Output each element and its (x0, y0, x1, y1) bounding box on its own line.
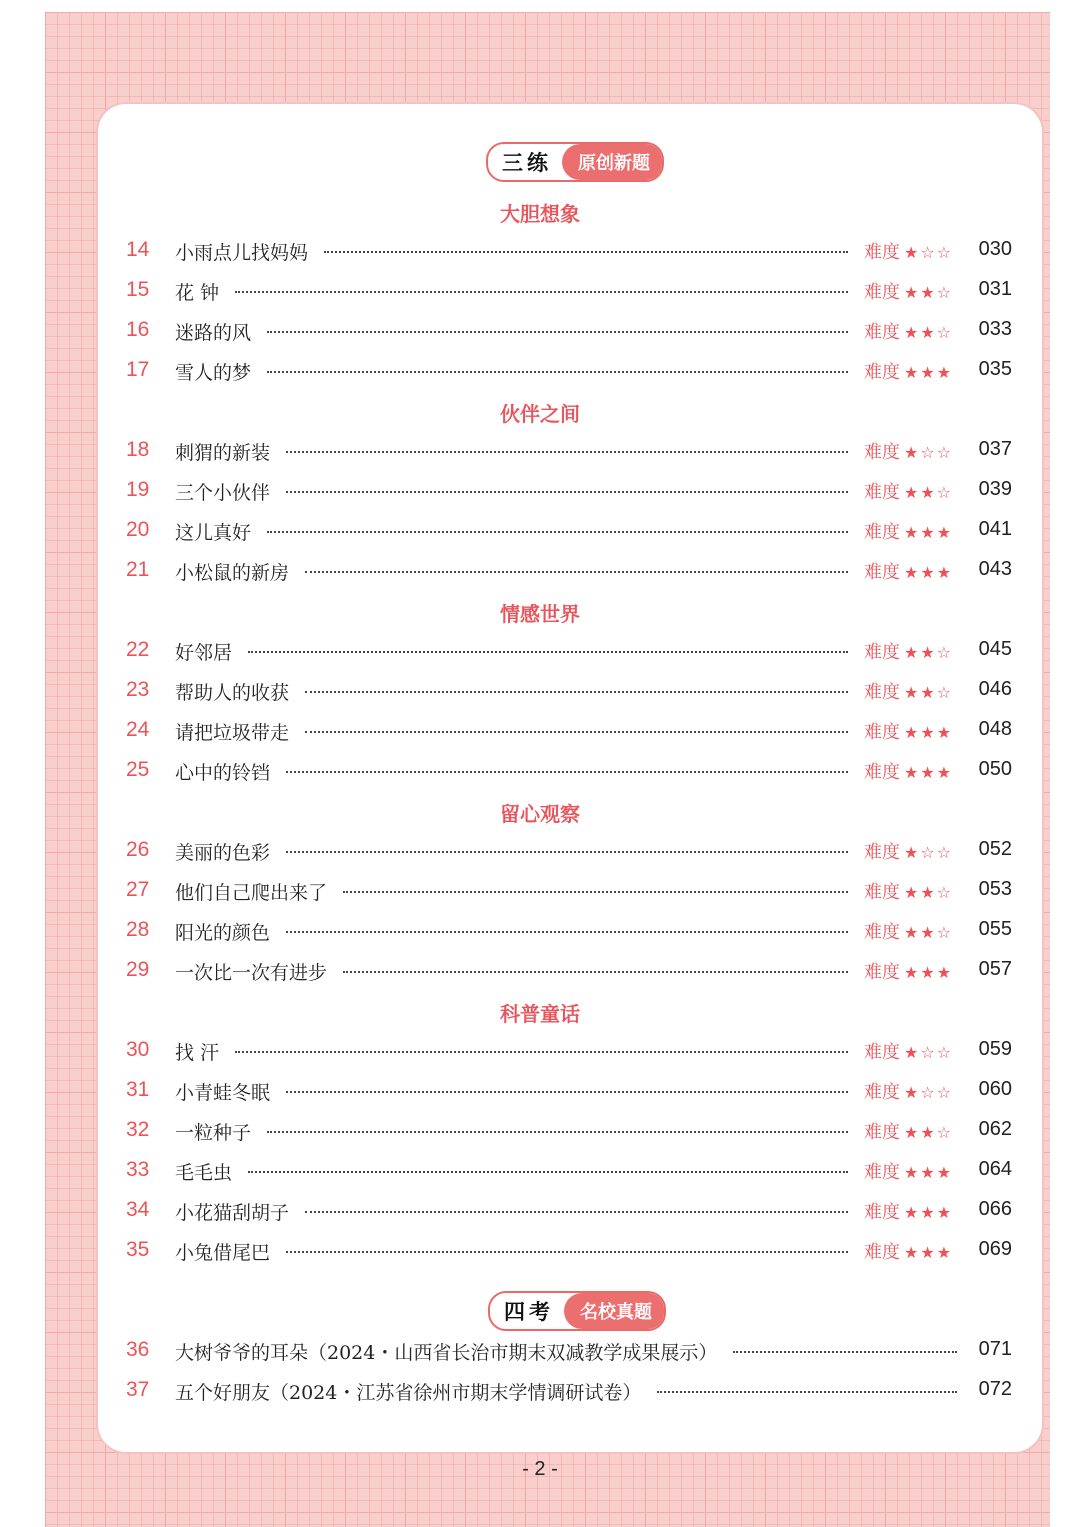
entry-title: 小松鼠的新房 (175, 558, 301, 585)
entry-number: 25 (126, 758, 150, 781)
difficulty-label: 难度 (864, 522, 900, 543)
difficulty-rating (864, 678, 953, 704)
entry-number: 19 (126, 478, 150, 501)
star-rating-icon: ★☆☆ (904, 243, 954, 262)
entry-number: 27 (126, 878, 150, 901)
exam-badge-tag: 名校真题 (564, 1293, 664, 1329)
difficulty-rating (864, 358, 953, 384)
difficulty-label: 难度 (864, 1202, 900, 1223)
entry-page: 064 (978, 1158, 1012, 1180)
star-rating-icon: ★★☆ (904, 883, 954, 902)
star-rating-icon: ★★★ (904, 1203, 954, 1222)
difficulty-rating (864, 878, 953, 904)
star-rating-icon: ★★★ (904, 363, 954, 382)
difficulty-label: 难度 (864, 242, 900, 263)
dot-leader (267, 531, 848, 533)
star-rating-icon: ★★★ (904, 1243, 954, 1262)
difficulty-rating (864, 718, 953, 744)
toc-entry[interactable] (0, 638, 1080, 668)
exam-badge-number: 四考 (504, 1300, 554, 1324)
star-rating-icon: ★★☆ (904, 323, 954, 342)
entry-title: 三个小伙伴 (175, 478, 282, 505)
entry-page: 039 (978, 478, 1012, 500)
difficulty-label: 难度 (864, 842, 900, 863)
entry-title: 一粒种子 (175, 1118, 263, 1145)
entry-number: 26 (126, 838, 150, 861)
difficulty-label: 难度 (864, 762, 900, 783)
toc-entry[interactable] (0, 238, 1080, 268)
difficulty-rating (864, 918, 953, 944)
dot-leader (733, 1351, 957, 1353)
star-rating-icon: ★★☆ (904, 643, 954, 662)
entry-number: 35 (126, 1238, 150, 1261)
dot-leader (286, 491, 848, 493)
entry-page: 031 (978, 278, 1012, 300)
dot-leader (305, 571, 848, 573)
practice-badge (486, 142, 664, 182)
entry-page: 059 (978, 1038, 1012, 1060)
dot-leader (305, 691, 848, 693)
toc-entry[interactable] (0, 438, 1080, 468)
difficulty-rating (864, 318, 953, 344)
toc-entry[interactable] (0, 358, 1080, 388)
entry-page: 045 (978, 638, 1012, 660)
difficulty-rating (864, 638, 953, 664)
entry-number: 23 (126, 678, 150, 701)
star-rating-icon: ★★★ (904, 563, 954, 582)
difficulty-rating (864, 518, 953, 544)
practice-badge-number: 三练 (502, 151, 552, 175)
entry-title: 小青蛙冬眠 (175, 1078, 282, 1105)
entry-page: 053 (978, 878, 1012, 900)
entry-number: 14 (126, 238, 150, 261)
difficulty-label: 难度 (864, 362, 900, 383)
difficulty-rating (864, 1198, 953, 1224)
difficulty-rating (864, 438, 953, 464)
entry-number: 21 (126, 558, 150, 581)
dot-leader (286, 771, 848, 773)
entry-title: 小雨点儿找妈妈 (175, 238, 320, 265)
entry-page: 035 (978, 358, 1012, 380)
toc-entry[interactable] (0, 878, 1080, 908)
difficulty-label: 难度 (864, 1242, 900, 1263)
entry-title: 帮助人的收获 (175, 678, 301, 705)
difficulty-rating (864, 1078, 953, 1104)
entry-page: 048 (978, 718, 1012, 740)
dot-leader (305, 731, 848, 733)
star-rating-icon: ★☆☆ (904, 1043, 954, 1062)
exam-entry[interactable] (0, 1378, 1080, 1408)
entry-page: 069 (978, 1238, 1012, 1260)
entry-page: 062 (978, 1118, 1012, 1140)
toc-entry[interactable] (0, 518, 1080, 548)
dot-leader (343, 971, 848, 973)
entry-number: 34 (126, 1198, 150, 1221)
entry-number: 17 (126, 358, 150, 381)
entry-number: 20 (126, 518, 150, 541)
dot-leader (235, 1051, 848, 1053)
entry-title: 请把垃圾带走 (175, 718, 301, 745)
section-title: 伙伴之间 (500, 402, 580, 426)
section-title: 科普童话 (500, 1002, 580, 1026)
entry-title: 这儿真好 (175, 518, 263, 545)
entry-title: 好邻居 (175, 638, 244, 665)
entry-page: 052 (978, 838, 1012, 860)
entry-page: 046 (978, 678, 1012, 700)
entry-title: 小花猫刮胡子 (175, 1198, 301, 1225)
entry-number: 22 (126, 638, 150, 661)
difficulty-label: 难度 (864, 882, 900, 903)
entry-page: 037 (978, 438, 1012, 460)
dot-leader (235, 291, 848, 293)
difficulty-label: 难度 (864, 1082, 900, 1103)
entry-page: 055 (978, 918, 1012, 940)
entry-number: 36 (126, 1338, 150, 1361)
star-rating-icon: ★★★ (904, 763, 954, 782)
star-rating-icon: ★★☆ (904, 283, 954, 302)
entry-title: 刺猬的新装 (175, 438, 282, 465)
dot-leader (286, 1091, 848, 1093)
page-number: - 2 - (522, 1458, 558, 1480)
dot-leader (305, 1211, 848, 1213)
difficulty-label: 难度 (864, 442, 900, 463)
entry-title: 五个好朋友（2024・江苏省徐州市期末学情调研试卷） (175, 1378, 653, 1405)
entry-number: 28 (126, 918, 150, 941)
difficulty-rating (864, 478, 953, 504)
entry-page: 057 (978, 958, 1012, 980)
exam-entry[interactable] (0, 1338, 1080, 1368)
entry-number: 30 (126, 1038, 150, 1061)
entry-title: 迷路的风 (175, 318, 263, 345)
entry-title: 小兔借尾巴 (175, 1238, 282, 1265)
entry-title: 阳光的颜色 (175, 918, 282, 945)
entry-title: 找 汗 (175, 1038, 231, 1065)
dot-leader (286, 1251, 848, 1253)
difficulty-rating (864, 958, 953, 984)
difficulty-label: 难度 (864, 962, 900, 983)
star-rating-icon: ★★★ (904, 523, 954, 542)
difficulty-rating (864, 1118, 953, 1144)
entry-title: 美丽的色彩 (175, 838, 282, 865)
dot-leader (267, 331, 848, 333)
difficulty-label: 难度 (864, 1162, 900, 1183)
toc-entry[interactable] (0, 958, 1080, 988)
difficulty-label: 难度 (864, 1122, 900, 1143)
star-rating-icon: ★★☆ (904, 483, 954, 502)
dot-leader (267, 1131, 848, 1133)
dot-leader (286, 931, 848, 933)
dot-leader (657, 1391, 957, 1393)
toc-entry[interactable] (0, 758, 1080, 788)
entry-title: 大树爷爷的耳朵（2024・山西省长治市期末双减教学成果展示） (175, 1338, 729, 1365)
difficulty-rating (864, 278, 953, 304)
toc-entry[interactable] (0, 1238, 1080, 1268)
toc-entry[interactable] (0, 1078, 1080, 1108)
difficulty-label: 难度 (864, 322, 900, 343)
difficulty-label: 难度 (864, 1042, 900, 1063)
entry-page: 072 (978, 1378, 1012, 1400)
star-rating-icon: ★☆☆ (904, 443, 954, 462)
entry-page: 066 (978, 1198, 1012, 1220)
entry-number: 24 (126, 718, 150, 741)
toc-entry[interactable] (0, 1158, 1080, 1188)
toc-entry[interactable] (0, 918, 1080, 948)
section-title: 情感世界 (500, 602, 580, 626)
entry-title: 花 钟 (175, 278, 231, 305)
difficulty-rating (864, 758, 953, 784)
entry-number: 32 (126, 1118, 150, 1141)
difficulty-rating (864, 558, 953, 584)
dot-leader (248, 651, 848, 653)
entry-title: 心中的铃铛 (175, 758, 282, 785)
difficulty-label: 难度 (864, 642, 900, 663)
difficulty-rating (864, 838, 953, 864)
entry-page: 030 (978, 238, 1012, 260)
entry-page: 043 (978, 558, 1012, 580)
toc-entry[interactable] (0, 718, 1080, 748)
difficulty-label: 难度 (864, 722, 900, 743)
toc-entry[interactable] (0, 278, 1080, 308)
star-rating-icon: ★★★ (904, 1163, 954, 1182)
difficulty-rating (864, 1038, 953, 1064)
toc-entry[interactable] (0, 1198, 1080, 1228)
entry-page: 060 (978, 1078, 1012, 1100)
difficulty-rating (864, 238, 953, 264)
star-rating-icon: ★☆☆ (904, 1083, 954, 1102)
toc-entry[interactable] (0, 478, 1080, 508)
dot-leader (286, 451, 848, 453)
entry-number: 33 (126, 1158, 150, 1181)
entry-page: 041 (978, 518, 1012, 540)
dot-leader (248, 1171, 848, 1173)
section-title: 大胆想象 (500, 202, 580, 226)
entry-title: 一次比一次有进步 (175, 958, 339, 985)
difficulty-label: 难度 (864, 922, 900, 943)
dot-leader (267, 371, 848, 373)
toc-entry[interactable] (0, 1118, 1080, 1148)
exam-badge (488, 1291, 666, 1331)
entry-number: 31 (126, 1078, 150, 1101)
dot-leader (324, 251, 848, 253)
practice-badge-tag: 原创新题 (562, 144, 662, 180)
star-rating-icon: ★★☆ (904, 923, 954, 942)
star-rating-icon: ★★★ (904, 723, 954, 742)
entry-number: 16 (126, 318, 150, 341)
difficulty-rating (864, 1158, 953, 1184)
entry-number: 29 (126, 958, 150, 981)
star-rating-icon: ★★★ (904, 963, 954, 982)
toc-entry[interactable] (0, 558, 1080, 588)
difficulty-label: 难度 (864, 482, 900, 503)
entry-title: 雪人的梦 (175, 358, 263, 385)
toc-entry[interactable] (0, 1038, 1080, 1068)
dot-leader (286, 851, 848, 853)
entry-title: 毛毛虫 (175, 1158, 244, 1185)
difficulty-label: 难度 (864, 562, 900, 583)
difficulty-label: 难度 (864, 282, 900, 303)
section-title: 留心观察 (500, 802, 580, 826)
star-rating-icon: ★☆☆ (904, 843, 954, 862)
entry-title: 他们自己爬出来了 (175, 878, 339, 905)
toc-entry[interactable] (0, 318, 1080, 348)
toc-entry[interactable] (0, 838, 1080, 868)
difficulty-label: 难度 (864, 682, 900, 703)
entry-number: 15 (126, 278, 150, 301)
entry-number: 37 (126, 1378, 150, 1401)
dot-leader (343, 891, 848, 893)
toc-entry[interactable] (0, 678, 1080, 708)
difficulty-rating (864, 1238, 953, 1264)
entry-page: 033 (978, 318, 1012, 340)
entry-page: 071 (978, 1338, 1012, 1360)
star-rating-icon: ★★☆ (904, 1123, 954, 1142)
star-rating-icon: ★★☆ (904, 683, 954, 702)
entry-page: 050 (978, 758, 1012, 780)
entry-number: 18 (126, 438, 150, 461)
